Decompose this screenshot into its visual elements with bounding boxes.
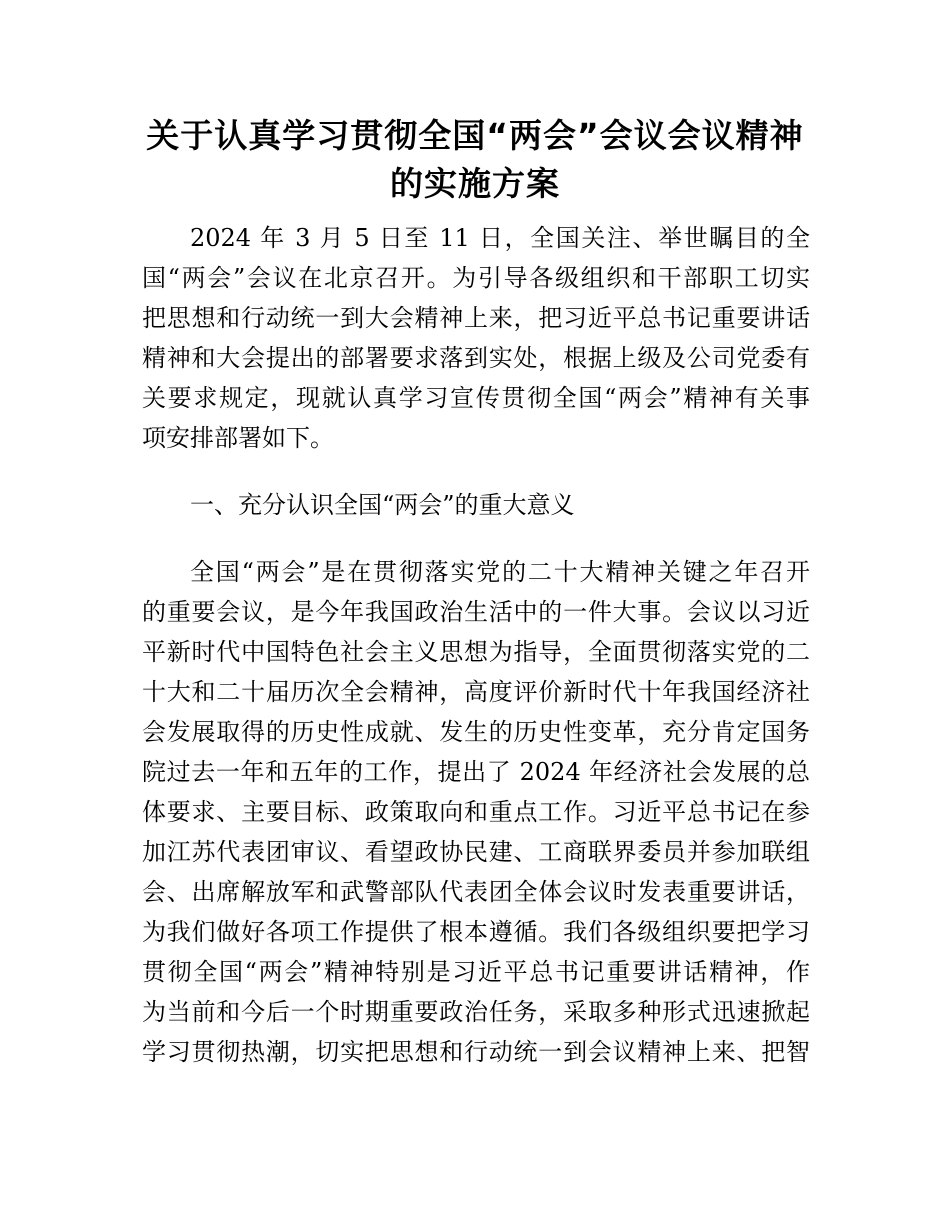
- body-line: 国“两会”会议在北京召开。为引导各级组织和干部职工切实: [142, 264, 810, 292]
- body-line: 为我们做好各项工作提供了根本遵循。我们各级组织要把学习: [142, 918, 810, 946]
- body-line: 全国“两会”是在贯彻落实党的二十大精神关键之年召开: [190, 558, 810, 586]
- body-line: 的重要会议，是今年我国政治生活中的一件大事。会议以习近: [142, 598, 810, 626]
- body-line: 学习贯彻热潮，切实把思想和行动统一到会议精神上来、把智: [142, 1038, 810, 1066]
- document-title-line-1: 关于认真学习贯彻全国“两会”会议会议精神: [146, 116, 804, 155]
- body-line: 加江苏代表团审议、看望政协民建、工商联界委员并参加联组: [142, 838, 810, 866]
- body-line: 十大和二十届历次全会精神，高度评价新时代十年我国经济社: [142, 678, 810, 706]
- body-line: 关要求规定，现就认真学习宣传贯彻全国“两会”精神有关事: [142, 384, 810, 412]
- body-line: 2024 年 3 月 5 日至 11 日，全国关注、举世瞩目的全: [190, 224, 810, 252]
- body-line: 项安排部署如下。: [142, 424, 334, 452]
- body-line: 把思想和行动统一到大会精神上来，把习近平总书记重要讲话: [142, 304, 810, 332]
- body-line: 会发展取得的历史性成就、发生的历史性变革，充分肯定国务: [142, 718, 810, 746]
- body-line: 贯彻全国“两会”精神特别是习近平总书记重要讲话精神，作: [142, 958, 810, 986]
- body-line: 平新时代中国特色社会主义思想为指导，全面贯彻落实党的二: [142, 638, 810, 666]
- body-line: 院过去一年和五年的工作，提出了 2024 年经济社会发展的总: [142, 758, 810, 786]
- document-title-line-2: 的实施方案: [390, 164, 560, 203]
- section-heading: 一、充分认识全国“两会”的重大意义: [190, 491, 575, 519]
- body-line: 为当前和今后一个时期重要政治任务，采取多种形式迅速掀起: [142, 998, 810, 1026]
- body-line: 精神和大会提出的部署要求落到实处，根据上级及公司党委有: [142, 344, 810, 372]
- body-line: 会、出席解放军和武警部队代表团全体会议时发表重要讲话，: [142, 878, 810, 906]
- body-line: 体要求、主要目标、政策取向和重点工作。习近平总书记在参: [142, 798, 810, 826]
